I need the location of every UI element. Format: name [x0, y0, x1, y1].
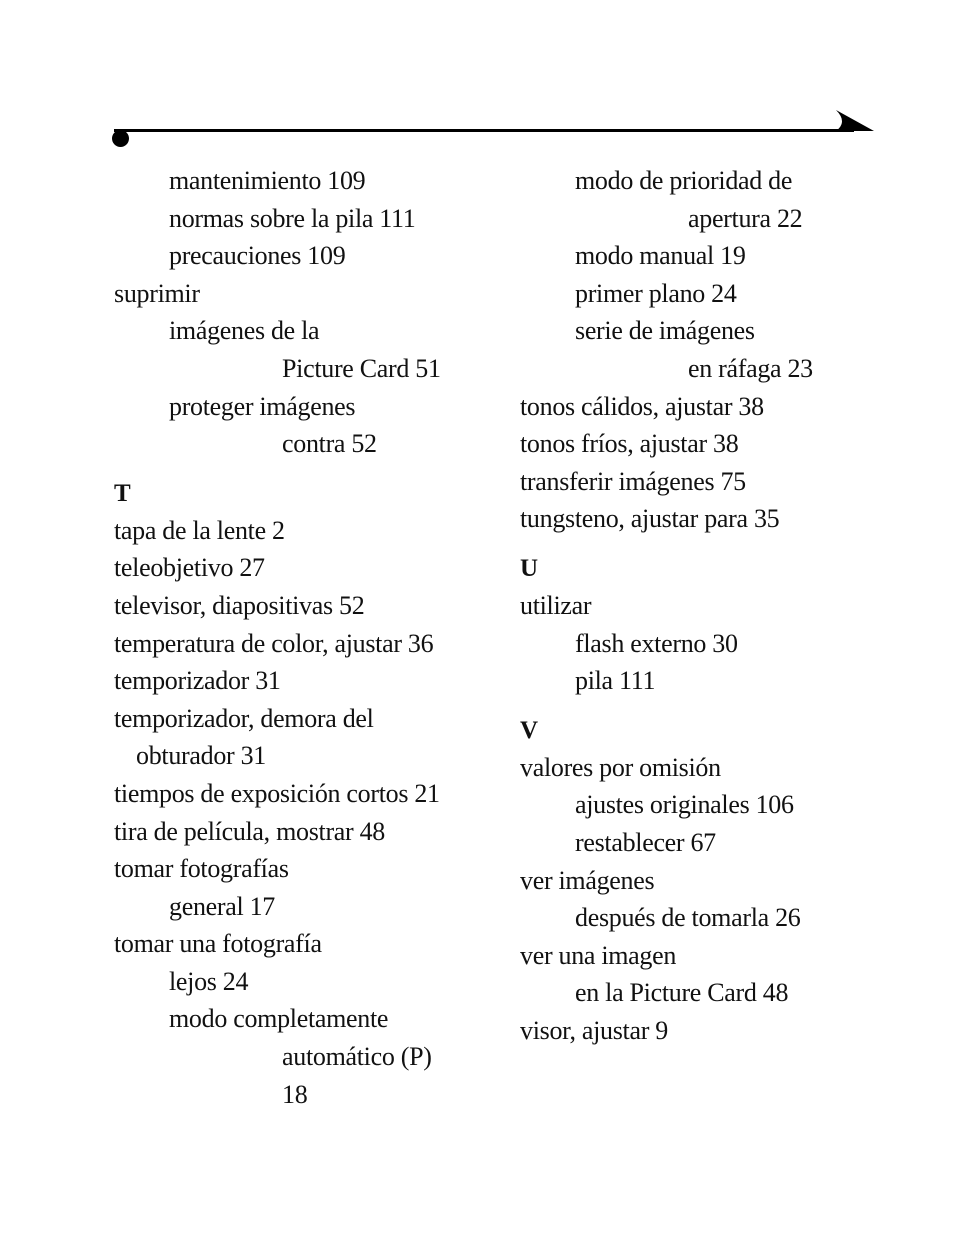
index-entry: visor, ajustar 9 [520, 1015, 668, 1045]
index-subentry: ajustes originales 106 [575, 790, 794, 820]
index-subentry: serie de imágenes [575, 316, 755, 346]
header-bullet-dot [112, 130, 129, 147]
index-entry: tonos cálidos, ajustar 38 [520, 391, 764, 421]
index-entry: tonos fríos, ajustar 38 [520, 429, 739, 459]
index-subentry: después de tomarla 26 [575, 903, 801, 933]
index-column-left [114, 162, 494, 1113]
index-column-right [520, 162, 880, 1049]
index-subentry: contra 52 [282, 429, 377, 459]
index-entry: temperatura de color, ajustar 36 [114, 628, 434, 658]
header-rule [114, 129, 854, 132]
index-subentry: apertura 22 [688, 203, 803, 233]
index-subentry: 18 [282, 1079, 308, 1109]
index-subentry: primer plano 24 [575, 278, 737, 308]
index-letter-heading: T [114, 479, 131, 507]
index-entry: suprimir [114, 278, 200, 308]
index-subentry: normas sobre la pila 111 [169, 203, 416, 233]
index-subentry: restablecer 67 [575, 827, 716, 857]
index-entry: temporizador, demora del [114, 703, 374, 733]
index-subentry: imágenes de la [169, 316, 320, 346]
index-letter-heading: V [520, 716, 539, 744]
index-subentry: Picture Card 51 [282, 353, 441, 383]
index-entry: tomar fotografías [114, 854, 289, 884]
index-entry: tiempos de exposición cortos 21 [114, 778, 440, 808]
index-entry: utilizar [520, 590, 592, 620]
index-subentry: flash externo 30 [575, 628, 738, 658]
index-letter-heading: U [520, 554, 539, 582]
index-entry: valores por omisión [520, 752, 721, 782]
index-entry: temporizador 31 [114, 666, 281, 696]
index-entry: televisor, diapositivas 52 [114, 590, 365, 620]
index-entry: tungsteno, ajustar para 35 [520, 504, 780, 534]
index-entry: tira de película, mostrar 48 [114, 816, 385, 846]
index-entry: tomar una fotografía [114, 929, 322, 959]
index-entry: ver imágenes [520, 865, 655, 895]
index-subentry: proteger imágenes [169, 391, 356, 421]
index-subentry: en ráfaga 23 [688, 353, 813, 383]
index-subentry: modo de prioridad de [575, 166, 793, 195]
index-subentry: lejos 24 [169, 966, 249, 996]
index-subentry: modo manual 19 [575, 241, 746, 271]
index-subentry: precauciones 109 [169, 241, 346, 271]
index-entry: teleobjetivo 27 [114, 553, 265, 583]
index-entry: transferir imágenes 75 [520, 466, 746, 496]
index-subentry: en la Picture Card 48 [575, 978, 789, 1008]
index-subentry: mantenimiento 109 [169, 166, 366, 195]
index-subentry: pila 111 [575, 666, 656, 696]
index-subentry: modo completamente [169, 1004, 389, 1034]
header-arrow-icon [834, 110, 874, 134]
index-subentry: automático (P) [282, 1042, 432, 1072]
index-entry: tapa de la lente 2 [114, 515, 285, 545]
index-subentry: obturador 31 [136, 741, 266, 771]
index-entry: ver una imagen [520, 940, 677, 970]
index-subentry: general 17 [169, 891, 276, 921]
